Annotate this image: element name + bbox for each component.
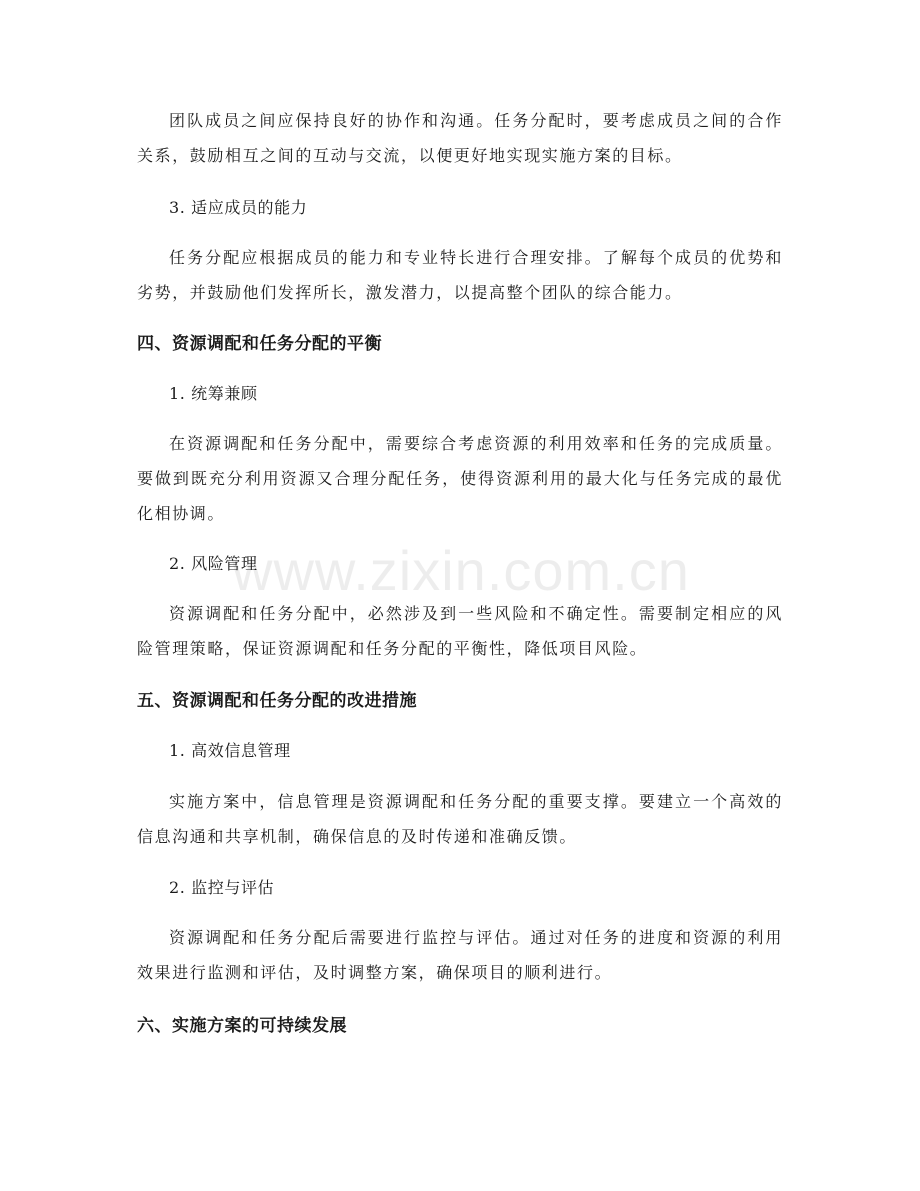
watermark: www.zixin.com.cn bbox=[232, 539, 690, 602]
subheading-member-ability: 3. 适应成员的能力 bbox=[169, 198, 308, 217]
subheading-information-management: 1. 高效信息管理 bbox=[169, 741, 291, 760]
paragraph-monitoring-evaluation: 资源调配和任务分配后需要进行监控与评估。通过对任务的进度和资源的利用效果进行监测和评估，及时调整方案，确保项目的顺利进行。 bbox=[137, 928, 783, 982]
paragraph-collaboration: 团队成员之间应保持良好的协作和沟通。任务分配时，要考虑成员之间的合作关系，鼓励相互之间的互动与交流，以便更好地实现实施方案的目标。 bbox=[137, 111, 783, 165]
paragraph-member-ability: 任务分配应根据成员的能力和专业特长进行合理安排。了解每个成员的优势和劣势，并鼓励他们发挥所长，激发潜力，以提高整个团队的综合能力。 bbox=[137, 248, 783, 302]
section-heading-4: 四、资源调配和任务分配的平衡 bbox=[137, 334, 382, 354]
paragraph-overall-planning: 在资源调配和任务分配中，需要综合考虑资源的利用效率和任务的完成质量。要做到既充分利用资源又合理分配任务，使得资源利用的最大化与任务完成的最优化相协调。 bbox=[137, 434, 783, 523]
paragraph-risk-management: 资源调配和任务分配中，必然涉及到一些风险和不确定性。需要制定相应的风险管理策略，保证资源调配和任务分配的平衡性，降低项目风险。 bbox=[137, 604, 783, 658]
subheading-risk-management: 2. 风险管理 bbox=[169, 554, 258, 573]
section-heading-5: 五、资源调配和任务分配的改进措施 bbox=[137, 691, 417, 711]
subheading-monitoring-evaluation: 2. 监控与评估 bbox=[169, 878, 275, 897]
subheading-overall-planning: 1. 统筹兼顾 bbox=[169, 384, 258, 403]
paragraph-information-management: 实施方案中，信息管理是资源调配和任务分配的重要支撑。要建立一个高效的信息沟通和共享机制，确保信息的及时传递和准确反馈。 bbox=[137, 792, 783, 846]
section-heading-6: 六、实施方案的可持续发展 bbox=[137, 1016, 347, 1036]
